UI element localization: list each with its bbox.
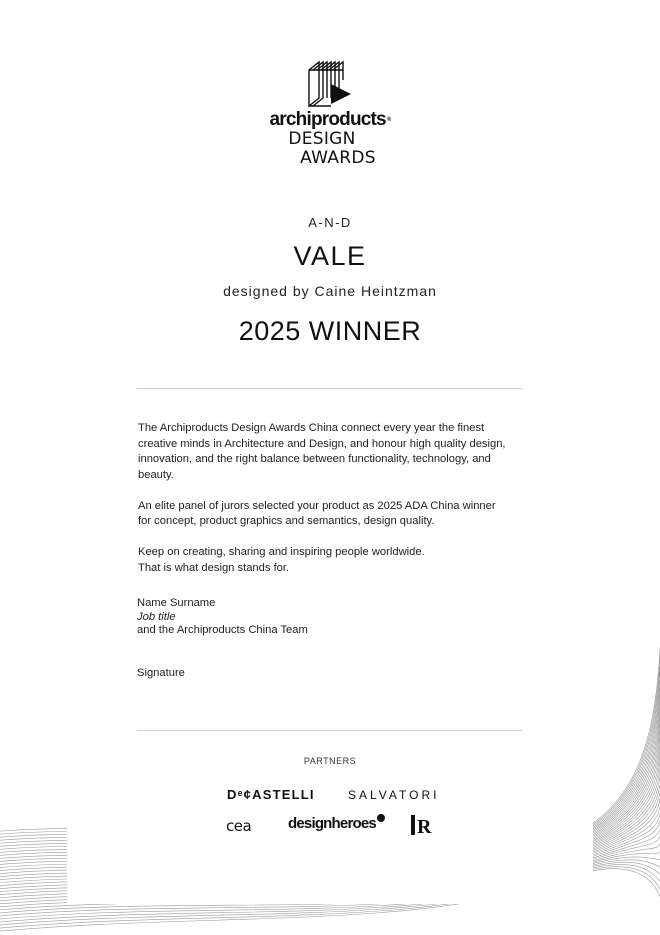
product-designer: designed by Caine Heintzman: [223, 283, 437, 299]
logo-design-text: DESIGN: [288, 129, 356, 149]
designheroes-dot-icon: [377, 814, 385, 822]
body-paragraph-2: An elite panel of jurors selected your product as 2025 ADA China winner for concept, product graphics and semantics, design quality.: [138, 499, 496, 527]
logo-awards-text: AWARDS: [300, 148, 376, 168]
body-paragraph-1: The Archiproducts Design Awards China connect every year the finest creative minds in Architecture and Design, and honour high quality design, innovation, and the right balance between functionality, technology, and beauty.: [138, 422, 506, 481]
certificate-body: [138, 421, 518, 592]
top-divider: [137, 388, 522, 389]
archiproducts-design-awards-logo: [0, 58, 660, 168]
r-logo-icon: [411, 814, 433, 836]
signature-label: Signature: [137, 667, 185, 679]
bottom-divider: [137, 730, 522, 731]
cea-logo: cea: [226, 817, 252, 835]
signatory-block: [137, 597, 308, 638]
signatory-job-title: Job title: [137, 610, 176, 623]
product-brand: A-N-D: [308, 215, 352, 230]
signatory-name: Name Surname: [137, 597, 216, 609]
logo-brand-text: archiproducts®: [269, 109, 391, 130]
partners-title: PARTNERS: [303, 756, 357, 766]
signatory-team: and the Archiproducts China Team: [137, 624, 308, 636]
award-title: 2025 WINNER: [238, 316, 422, 346]
product-name: VALE: [293, 241, 367, 271]
decastelli-logo: Dᵉ¢ASTELLI: [227, 787, 315, 802]
designheroes-logo: designheroes: [288, 815, 385, 832]
svg-text:R: R: [417, 816, 432, 836]
salvatori-logo: SALVATORI: [348, 788, 440, 802]
archiproducts-logo-icon: [307, 58, 353, 108]
body-paragraph-3: Keep on creating, sharing and inspiring people worldwide. That is what design stands for.: [138, 546, 425, 574]
